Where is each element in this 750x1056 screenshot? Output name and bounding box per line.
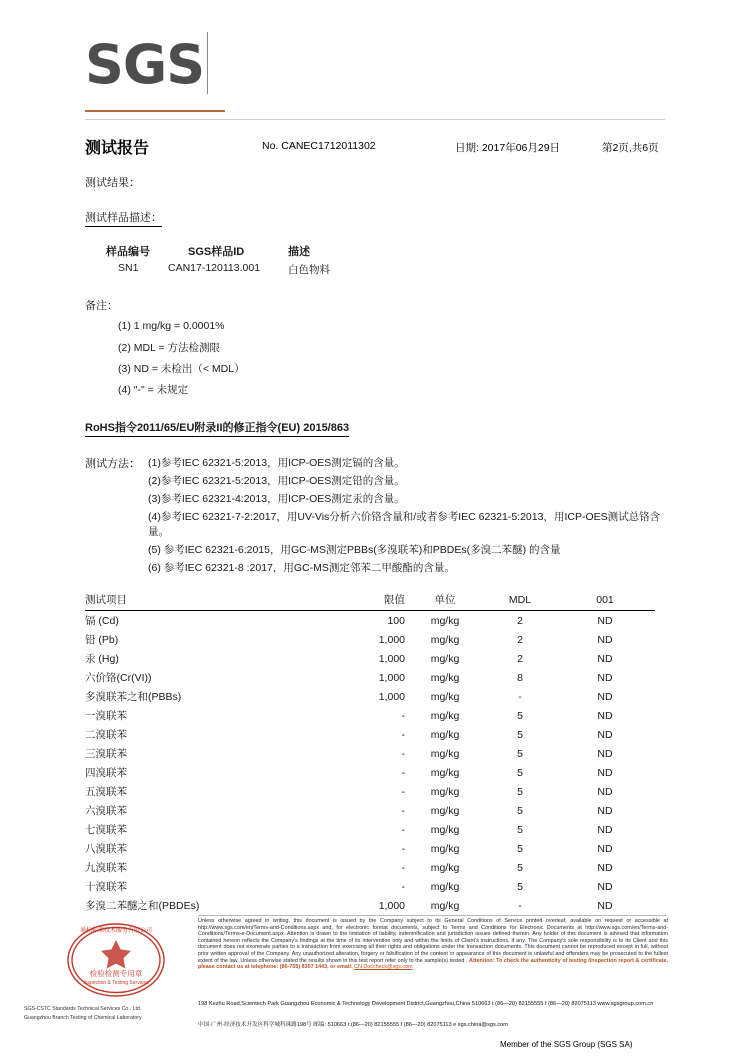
sample-row-sgsid: CAN17-120113.001: [168, 262, 261, 274]
result-cell-item: 三溴联苯: [85, 748, 127, 760]
result-cell-001: ND: [597, 728, 613, 741]
note-item: (3) ND = 未检出（< MDL）: [118, 363, 245, 375]
result-cell-001: ND: [597, 671, 613, 684]
result-cell-item: 五溴联苯: [85, 786, 127, 798]
result-cell-unit: mg/kg: [430, 633, 460, 646]
sample-header-sgsid: SGS样品ID: [188, 246, 245, 258]
inspection-stamp: [60, 918, 172, 1002]
result-cell-unit: mg/kg: [430, 842, 460, 855]
result-cell-001: ND: [597, 709, 613, 722]
rohs-section-heading: RoHS指令2011/65/EU附录II的修正指令(EU) 2015/863: [85, 419, 349, 437]
result-cell-item: 八溴联苯: [85, 843, 127, 855]
label-test-method: 测试方法：: [85, 458, 140, 470]
table-row: [85, 782, 655, 801]
page-title: 测试报告: [85, 140, 150, 157]
result-cell-limit: 1,000: [378, 671, 405, 684]
footer-member-line: Member of the SGS Group (SGS SA): [500, 1040, 633, 1049]
result-cell-limit: 1,000: [378, 899, 405, 912]
result-cell-mdl: 5: [517, 804, 523, 817]
label-test-results: 测试结果：: [85, 177, 140, 189]
note-item: (1) 1 mg/kg = 0.0001%: [118, 320, 225, 332]
footer-branch-name: Guangzhou Branch Testing of Chemical Laboratory: [24, 1015, 142, 1021]
result-cell-001: ND: [597, 785, 613, 798]
result-cell-mdl: 5: [517, 785, 523, 798]
table-row: [85, 744, 655, 763]
table-row: [85, 839, 655, 858]
results-header-item: 测试项目: [85, 592, 315, 611]
results-header-mdl: MDL: [485, 592, 555, 611]
result-cell-limit: -: [401, 709, 405, 722]
table-row: [85, 611, 655, 631]
result-cell-001: ND: [597, 899, 613, 912]
table-row: [85, 725, 655, 744]
result-cell-001: ND: [597, 861, 613, 874]
result-cell-item: 铅 (Pb): [85, 634, 119, 646]
result-cell-limit: -: [401, 804, 405, 817]
label-notes: 备注：: [85, 300, 118, 312]
stamp-graphic: [60, 918, 172, 1002]
sgs-logo-text: SGS: [85, 33, 205, 96]
result-cell-001: ND: [597, 633, 613, 646]
result-cell-unit: mg/kg: [430, 766, 460, 779]
result-cell-limit: -: [401, 823, 405, 836]
result-cell-unit: mg/kg: [430, 614, 460, 627]
result-cell-item: 一溴联苯: [85, 710, 127, 722]
result-cell-001: ND: [597, 614, 613, 627]
result-cell-mdl: 5: [517, 747, 523, 760]
result-cell-001: ND: [597, 823, 613, 836]
result-cell-unit: mg/kg: [430, 785, 460, 798]
logo-divider: [207, 32, 208, 94]
result-cell-limit: 100: [387, 614, 405, 627]
result-cell-limit: -: [401, 728, 405, 741]
result-cell-001: ND: [597, 690, 613, 703]
table-row: [85, 858, 655, 877]
result-cell-mdl: 5: [517, 766, 523, 779]
result-cell-limit: -: [401, 766, 405, 779]
result-cell-unit: mg/kg: [430, 728, 460, 741]
result-cell-item: 九溴联苯: [85, 862, 127, 874]
table-row: [85, 820, 655, 839]
result-cell-item: 多溴二苯醚之和(PBDEs): [85, 900, 200, 912]
table-row: [85, 687, 655, 706]
method-item: (4)参考IEC 62321-7-2:2017，用UV-Vis分析六价铬含量和/或者参考IEC 62321-5:2013，用ICP-OES测试总铬含量。: [148, 511, 661, 538]
result-cell-item: 六价铬(Cr(VI)): [85, 672, 152, 684]
sample-row-desc: 白色物料: [288, 264, 330, 276]
method-item: (3)参考IEC 62321-4:2013，用ICP-OES测定汞的含量。: [148, 493, 405, 505]
table-row: [85, 649, 655, 668]
result-cell-item: 镉 (Cd): [85, 615, 119, 627]
results-table: [85, 592, 655, 915]
report-date: 日期: 2017年06月29日: [455, 142, 561, 154]
table-row: [85, 668, 655, 687]
result-cell-unit: mg/kg: [430, 880, 460, 893]
result-cell-unit: mg/kg: [430, 671, 460, 684]
sample-header-id: 样品编号: [106, 246, 150, 258]
svg-text:通标标准技术服务有限公司: 通标标准技术服务有限公司: [79, 927, 153, 934]
table-row: [85, 706, 655, 725]
result-cell-item: 四溴联苯: [85, 767, 127, 779]
table-row: [85, 877, 655, 896]
method-item: (2)参考IEC 62321-5:2013，用ICP-OES测定铅的含量。: [148, 475, 405, 487]
result-cell-item: 二溴联苯: [85, 729, 127, 741]
footer-company-name: SGS-CSTC Standards Technical Services Co., Ltd.: [24, 1006, 142, 1012]
result-cell-limit: -: [401, 880, 405, 893]
result-cell-limit: 1,000: [378, 690, 405, 703]
result-cell-mdl: -: [518, 899, 522, 912]
results-header-001: 001: [555, 592, 655, 611]
result-cell-001: ND: [597, 652, 613, 665]
result-cell-mdl: -: [518, 690, 522, 703]
footer-address-cn: 中国·广州·经济技术开发区科学城科珠路198号 邮编: 510663 t (86—20) 82155555 f (86—20) 82075113 e sgs.china@sgs.com: [198, 1022, 508, 1028]
result-cell-limit: 1,000: [378, 633, 405, 646]
method-item: (5) 参考IEC 62321-6:2015，用GC-MS测定PBBs(多溴联苯)和PBDEs(多溴二苯醚) 的含量: [148, 544, 561, 556]
footer-attention-text: Attention: To check the authenticity of testing /inspection report & certificate, please contact us at telephone: (86-755) 8307 1443,: [198, 957, 669, 971]
results-header-unit: 单位: [405, 592, 485, 611]
result-cell-mdl: 5: [517, 728, 523, 741]
result-cell-item: 十溴联苯: [85, 881, 127, 893]
result-cell-item: 七溴联苯: [85, 824, 127, 836]
result-cell-mdl: 2: [517, 614, 523, 627]
method-item: (1)参考IEC 62321-5:2013，用ICP-OES测定镉的含量。: [148, 457, 405, 469]
table-row: [85, 801, 655, 820]
table-row: [85, 630, 655, 649]
result-cell-mdl: 2: [517, 652, 523, 665]
result-cell-item: 多溴联苯之和(PBBs): [85, 691, 182, 703]
footer-address-en: 198 Kezhu Road,Scientech Park Guangzhou Economic & Technology Development District,Guangzhou,China 510663 t (86—20) 82155555 f (86—20) 82075113 www.sgsgroup.com.cn: [198, 1001, 654, 1007]
header-rule: [85, 119, 665, 120]
doccheck-email-link[interactable]: CN.Doccheck@sgs.com: [354, 964, 413, 971]
result-cell-mdl: 5: [517, 823, 523, 836]
result-cell-item: 六溴联苯: [85, 805, 127, 817]
result-cell-mdl: 2: [517, 633, 523, 646]
table-row: [85, 896, 655, 915]
result-cell-001: ND: [597, 747, 613, 760]
label-sample-description: 测试样品描述：: [85, 209, 162, 227]
table-row: [85, 763, 655, 782]
footer-divider: [198, 915, 666, 916]
footer-attention-prefix: or email:: [330, 964, 355, 971]
result-cell-unit: mg/kg: [430, 823, 460, 836]
result-cell-item: 汞 (Hg): [85, 653, 119, 665]
report-number: No. CANEC1712011302: [262, 140, 376, 152]
svg-text:检验检测专用章: 检验检测专用章: [89, 969, 143, 978]
result-cell-mdl: 8: [517, 671, 523, 684]
result-cell-unit: mg/kg: [430, 690, 460, 703]
method-item: (6) 参考IEC 62321-8 :2017，用GC-MS测定邻苯二甲酸酯的含量。: [148, 562, 455, 574]
result-cell-001: ND: [597, 842, 613, 855]
result-cell-limit: -: [401, 861, 405, 874]
result-cell-001: ND: [597, 766, 613, 779]
results-table-header-row: [85, 592, 655, 611]
result-cell-unit: mg/kg: [430, 709, 460, 722]
note-item: (4) "-" = 未规定: [118, 384, 189, 396]
result-cell-unit: mg/kg: [430, 899, 460, 912]
result-cell-unit: mg/kg: [430, 804, 460, 817]
result-cell-mdl: 5: [517, 709, 523, 722]
note-item: (2) MDL = 方法检测限: [118, 342, 220, 354]
result-cell-limit: -: [401, 842, 405, 855]
footer-disclaimer-text: Unless otherwise agreed in writing, this document is issued by the Company subject to its General Conditions of Service printed overleaf, available on request or accessible at http://www.sgs.com/en/Terms-and-Conditions.aspx and, for electronic format documents, subject to Terms and Conditions for Electronic Documents at http://www.sgs.com/en/Terms-and-Conditions/Terms-e-Document.aspx. Attention is drawn to the limitation of liability, indemnification and jurisdiction issues defined therein. Any holder of this document is advised that information contained hereon reflects the Company's findings at the time of its intervention only and within the limits of Client's instructions, if any. The Company's sole responsibility is to its Client and this document does not exonerate parties to a transaction from exercising all their rights and obligations under the transaction documents. This document cannot be reproduced except in full, without prior written approval of the Company. Any unauthorized alteration, forgery or falsification of the content or appearance of this document is unlawful and offenders may be prosecuted to the fullest extent of the law. Unless otherwise stated the results shown in this test report refer only to the sample(s) tested .: [198, 918, 668, 964]
result-cell-unit: mg/kg: [430, 861, 460, 874]
result-cell-mdl: 5: [517, 842, 523, 855]
results-header-limit: 限值: [315, 592, 405, 611]
result-cell-unit: mg/kg: [430, 652, 460, 665]
page-indicator: 第2页,共6页: [602, 142, 659, 154]
result-cell-mdl: 5: [517, 861, 523, 874]
result-cell-unit: mg/kg: [430, 747, 460, 760]
result-cell-mdl: 5: [517, 880, 523, 893]
header-accent-rule: [85, 110, 225, 112]
stamp-star-icon: [101, 940, 131, 969]
svg-text:Inspection & Testing Services: Inspection & Testing Services: [83, 980, 149, 986]
sgs-logo: [85, 33, 230, 108]
result-cell-limit: 1,000: [378, 652, 405, 665]
result-cell-001: ND: [597, 880, 613, 893]
result-cell-limit: -: [401, 747, 405, 760]
sample-row-id: SN1: [118, 262, 139, 274]
result-cell-limit: -: [401, 785, 405, 798]
sample-header-desc: 描述: [288, 246, 310, 258]
result-cell-001: ND: [597, 804, 613, 817]
footer-disclaimer: [198, 918, 668, 971]
